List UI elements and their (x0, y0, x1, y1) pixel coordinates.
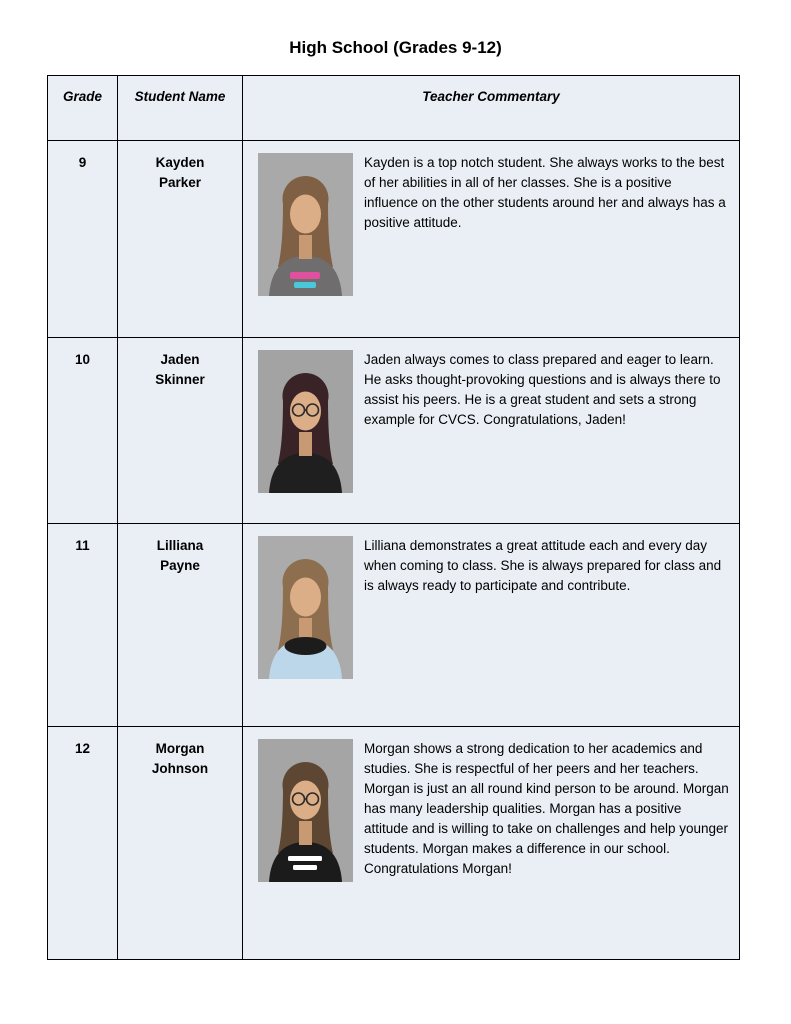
commentary-cell (243, 141, 740, 338)
commentary-text: Morgan shows a strong dedication to her academics and studies. She is respectful of her peers and her teachers. Morgan is just an all round kind person to be around. Morgan has many leadership qualities. Morgan has a positive attitude and is willing to take on challenges and help younger students. Morgan makes a difference in our school. Congratulations Morgan! (364, 741, 729, 876)
grade-cell: 10 (48, 338, 118, 524)
student-last-name: Parker (158, 175, 202, 191)
table-header-row (48, 76, 740, 141)
student-first-name: Morgan (155, 741, 205, 756)
photo-scarf (285, 637, 327, 655)
student-table (47, 75, 740, 960)
header-grade: Grade (48, 76, 118, 141)
commentary-text: Jaden always comes to class prepared and eager to learn. He asks thought-provoking questions and is always there to assist his peers. He is a great student and sets a strong example for CVCS. Congratulations, Jaden! (364, 352, 721, 427)
photo-shirt-graphic (290, 272, 320, 279)
photo-neck (299, 821, 312, 845)
student-name-cell (118, 141, 243, 338)
table-row (48, 524, 740, 727)
student-photo (258, 536, 353, 679)
table-row (48, 727, 740, 960)
student-name-cell (118, 338, 243, 524)
photo-shirt-graphic-2 (294, 282, 316, 288)
student-last-name: Skinner (155, 372, 205, 388)
student-first-name: Kayden (155, 155, 205, 170)
student-first-name: Lilliana (156, 538, 204, 553)
commentary-cell (243, 524, 740, 727)
photo-shirt-text (288, 856, 322, 861)
table-row (48, 141, 740, 338)
student-photo (258, 739, 353, 882)
header-teacher-commentary: Teacher Commentary (243, 76, 740, 141)
table-row (48, 338, 740, 524)
student-name-cell (118, 524, 243, 727)
header-student-name: Student Name (118, 76, 243, 141)
student-photo (258, 153, 353, 296)
photo-shirt-text-2 (293, 865, 317, 870)
student-last-name: Payne (160, 558, 200, 574)
photo-face (290, 781, 321, 820)
commentary-cell (243, 338, 740, 524)
photo-neck (299, 235, 312, 259)
commentary-text: Kayden is a top notch student. She always works to the best of her abilities in all of her classes. She is a positive influence on the other students around her and always has a positive attitude. (364, 155, 726, 230)
photo-face (290, 195, 321, 234)
page-title: High School (Grades 9-12) (289, 38, 502, 57)
photo-face (290, 392, 321, 431)
grade-cell: 11 (48, 524, 118, 727)
grade-cell: 9 (48, 141, 118, 338)
photo-face (290, 578, 321, 617)
student-last-name: Johnson (151, 761, 209, 777)
photo-neck (299, 432, 312, 456)
commentary-cell (243, 727, 740, 960)
commentary-text: Lilliana demonstrates a great attitude each and every day when coming to class. She is always prepared for class and is always ready to participate and contribute. (364, 538, 722, 593)
student-photo (258, 350, 353, 493)
student-name-cell (118, 727, 243, 960)
student-first-name: Jaden (160, 352, 200, 367)
grade-cell: 12 (48, 727, 118, 960)
